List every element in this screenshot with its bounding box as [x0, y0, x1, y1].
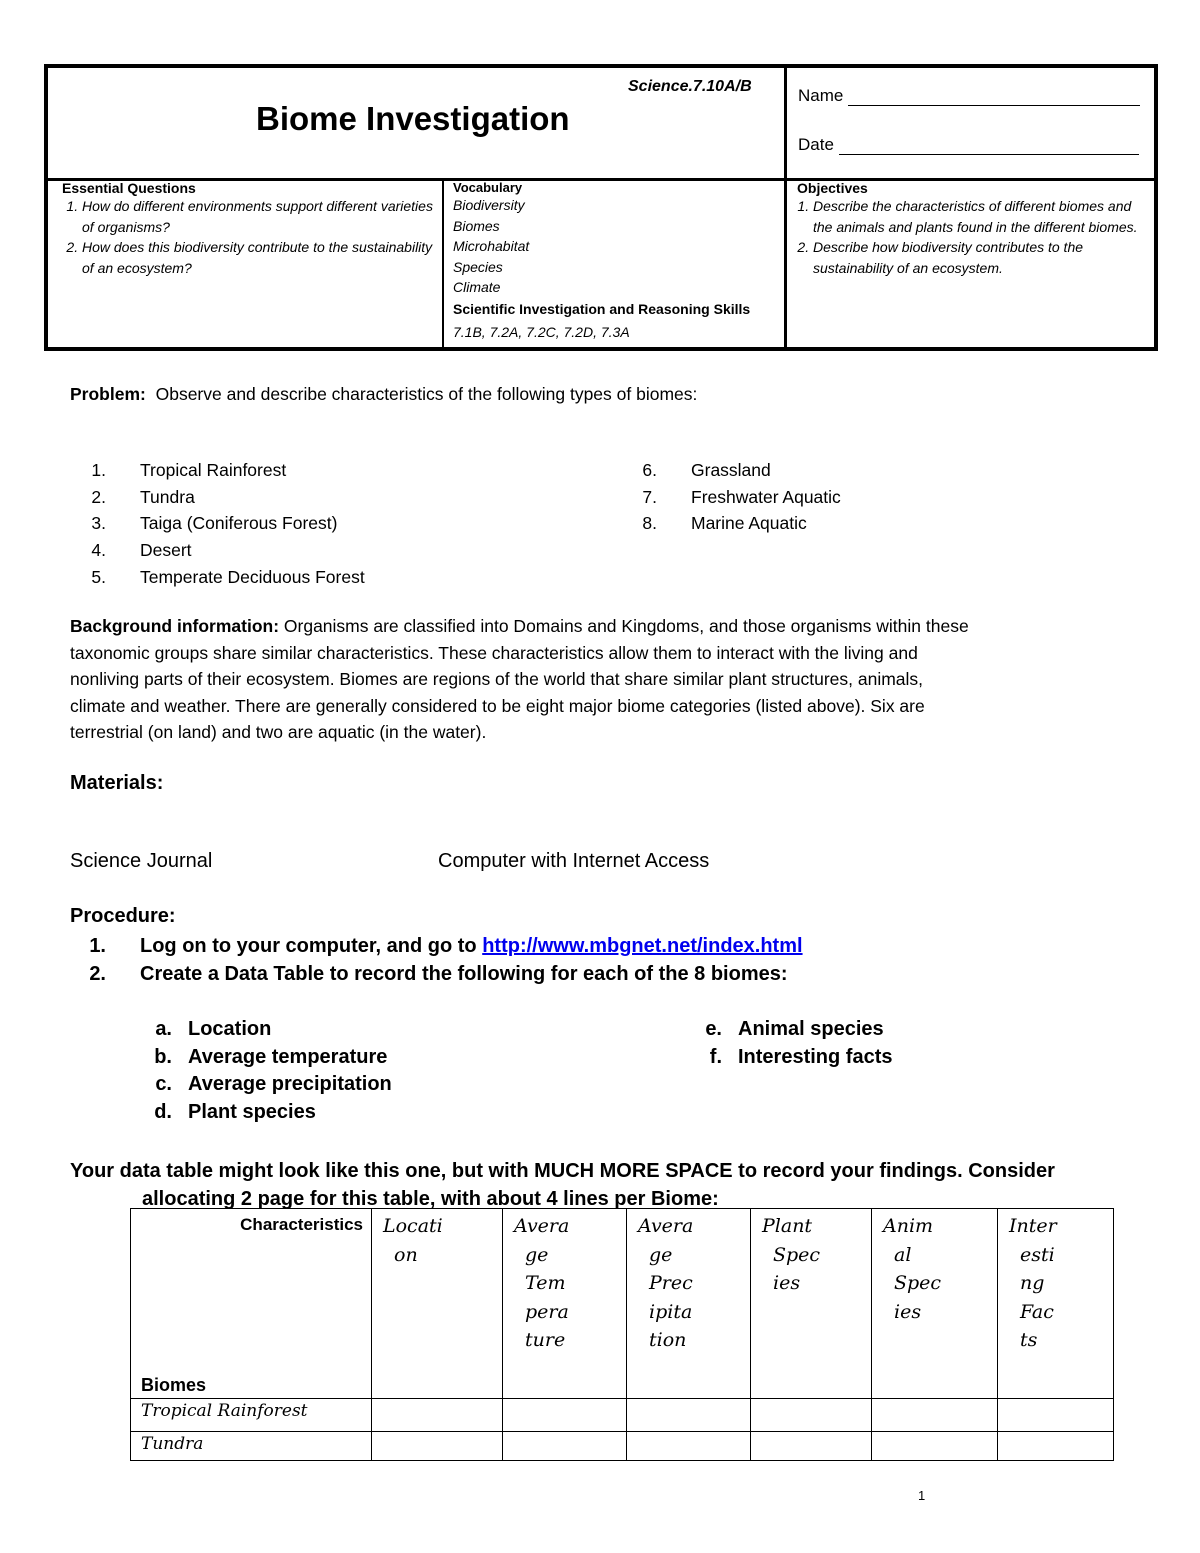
vocab-term: Microhabitat	[453, 238, 530, 254]
essential-question: 2. How does this biodiversity contribute to the sustainability of an ecosystem?	[82, 237, 434, 278]
materials-heading: Materials:	[70, 772, 164, 794]
standard-code: Science.7.10A/B	[628, 78, 752, 95]
list-item: e. Animal species	[705, 1018, 884, 1040]
table-cell[interactable]	[998, 1399, 1114, 1432]
table-cell[interactable]	[372, 1432, 503, 1461]
list-item: 6. Grassland	[642, 460, 771, 480]
name-label: Name	[798, 86, 844, 105]
skills-codes: 7.1B, 7.2A, 7.2C, 7.2D, 7.3A	[453, 323, 630, 340]
vocab-term: Biomes	[453, 217, 500, 234]
skills-heading: Scientific Investigation and Reasoning Skills	[453, 300, 751, 317]
table-header-row	[131, 1209, 1114, 1399]
table-cell[interactable]	[503, 1399, 627, 1432]
biomes-label: Biomes	[141, 1375, 207, 1395]
table-cell[interactable]	[872, 1399, 998, 1432]
list-item: 5. Temperate Deciduous Forest	[91, 566, 365, 587]
table-cell[interactable]	[998, 1432, 1114, 1461]
name-line	[848, 87, 1140, 106]
vocab-term: Climate	[453, 279, 501, 295]
table-row	[131, 1399, 1114, 1432]
essential-questions-heading: Essential Questions	[62, 180, 196, 196]
table-corner-cell	[131, 1209, 372, 1399]
subitems-right	[698, 1016, 892, 1071]
column-header-animal-species: Anim al Spec ies	[872, 1209, 998, 1399]
list-item: c. Average precipitation	[155, 1073, 392, 1096]
material-item: Computer with Internet Access	[438, 850, 710, 872]
list-item: 1. Tropical Rainforest	[91, 460, 287, 480]
list-item: d. Plant species	[154, 1100, 316, 1123]
vocab-term: Species	[453, 258, 503, 275]
problem-statement	[70, 381, 697, 408]
list-item: 3. Taiga (Coniferous Forest)	[91, 513, 338, 534]
header-divider-vocab	[442, 180, 444, 347]
list-item: 7. Freshwater Aquatic	[642, 486, 841, 507]
table-cell[interactable]	[627, 1399, 751, 1432]
essential-questions-list	[62, 196, 434, 278]
table-cell[interactable]	[751, 1432, 872, 1461]
objective-item: 2. Describe how biodiversity contributes to the sustainability of an ecosystem.	[813, 237, 1151, 278]
vocab-term: Biodiversity	[453, 197, 525, 213]
table-note: Your data table might look like this one, but with MUCH MORE SPACE to record your findings. Consider allocating 2 page for this table, with about 4 lines per Biome:	[70, 1160, 1055, 1210]
biome-name-cell: Tropical Rainforest	[131, 1399, 372, 1432]
vocabulary-heading: Vocabulary	[453, 180, 523, 195]
column-header-location: Locati on	[372, 1209, 503, 1399]
problem-label: Problem:	[70, 384, 146, 404]
list-item: a. Location	[155, 1018, 272, 1040]
page-number: 1	[918, 1488, 926, 1503]
objectives	[797, 180, 1151, 278]
list-item: 2. Tundra	[91, 486, 195, 507]
background-information: Background information: Organisms are classified into Domains and Kingdoms, and those organisms within these taxonomic groups share similar characteristics. These characteristics allow them to interact with the living and nonliving parts of their ecosystem. Biomes are regions of the world that share similar plant structures, animals, climate and weather. There are generally considered to be eight major biome categories (listed above). Six are terrestrial (on land) and two are aquatic (in the water).	[70, 616, 969, 742]
essential-questions	[62, 180, 434, 278]
mbgnet-link[interactable]: http://www.mbgnet.net/index.html	[482, 935, 803, 957]
table-row	[131, 1432, 1114, 1461]
table-cell[interactable]	[872, 1432, 998, 1461]
biome-name-cell: Tundra	[131, 1432, 372, 1461]
characteristics-label: Characteristics	[240, 1215, 363, 1234]
procedure-steps	[70, 932, 1170, 988]
list-item: 4. Desert	[91, 540, 192, 561]
objective-item: 1. Describe the characteristics of different biomes and the animals and plants found in the different biomes.	[813, 196, 1151, 237]
procedure-step: 1. Log on to your computer, and go to http://www.mbgnet.net/index.html	[89, 935, 803, 957]
procedure-step: 2. Create a Data Table to record the following for each of the 8 biomes:	[89, 963, 788, 985]
objectives-list	[797, 196, 1151, 278]
date-label: Date	[798, 135, 834, 154]
problem-text: Observe and describe characteristics of the following types of biomes:	[155, 384, 698, 404]
table-cell[interactable]	[627, 1432, 751, 1461]
column-header-plant-species: Plant Spec ies	[751, 1209, 872, 1399]
list-item: f. Interesting facts	[709, 1045, 893, 1068]
page-title: Biome Investigation	[256, 100, 570, 137]
subitems-left	[148, 1016, 392, 1126]
date-line	[839, 136, 1139, 155]
background-label: Background information:	[70, 616, 280, 636]
name-field[interactable]	[798, 86, 1140, 106]
procedure-heading: Procedure:	[70, 905, 176, 927]
material-item: Science Journal	[70, 850, 213, 872]
header-divider-vertical	[784, 68, 787, 347]
data-table	[130, 1208, 1114, 1461]
table-cell[interactable]	[751, 1399, 872, 1432]
table-cell[interactable]	[372, 1399, 503, 1432]
table-cell[interactable]	[503, 1432, 627, 1461]
date-field[interactable]	[798, 135, 1139, 155]
objectives-heading: Objectives	[797, 180, 868, 196]
list-item: b. Average temperature	[154, 1045, 388, 1068]
column-header-average-precipitation: Avera ge Prec ipita tion	[627, 1209, 751, 1399]
column-header-interesting-facts: Inter esti ng Fac ts	[998, 1209, 1114, 1399]
list-item: 8. Marine Aquatic	[642, 513, 807, 534]
biome-list-left	[70, 457, 365, 591]
vocabulary	[453, 180, 783, 342]
column-header-average-temperature: Avera ge Tem pera ture	[503, 1209, 627, 1399]
biome-list-right	[621, 457, 841, 537]
essential-question: 1. How do different environments support different varieties of organisms?	[82, 196, 434, 237]
